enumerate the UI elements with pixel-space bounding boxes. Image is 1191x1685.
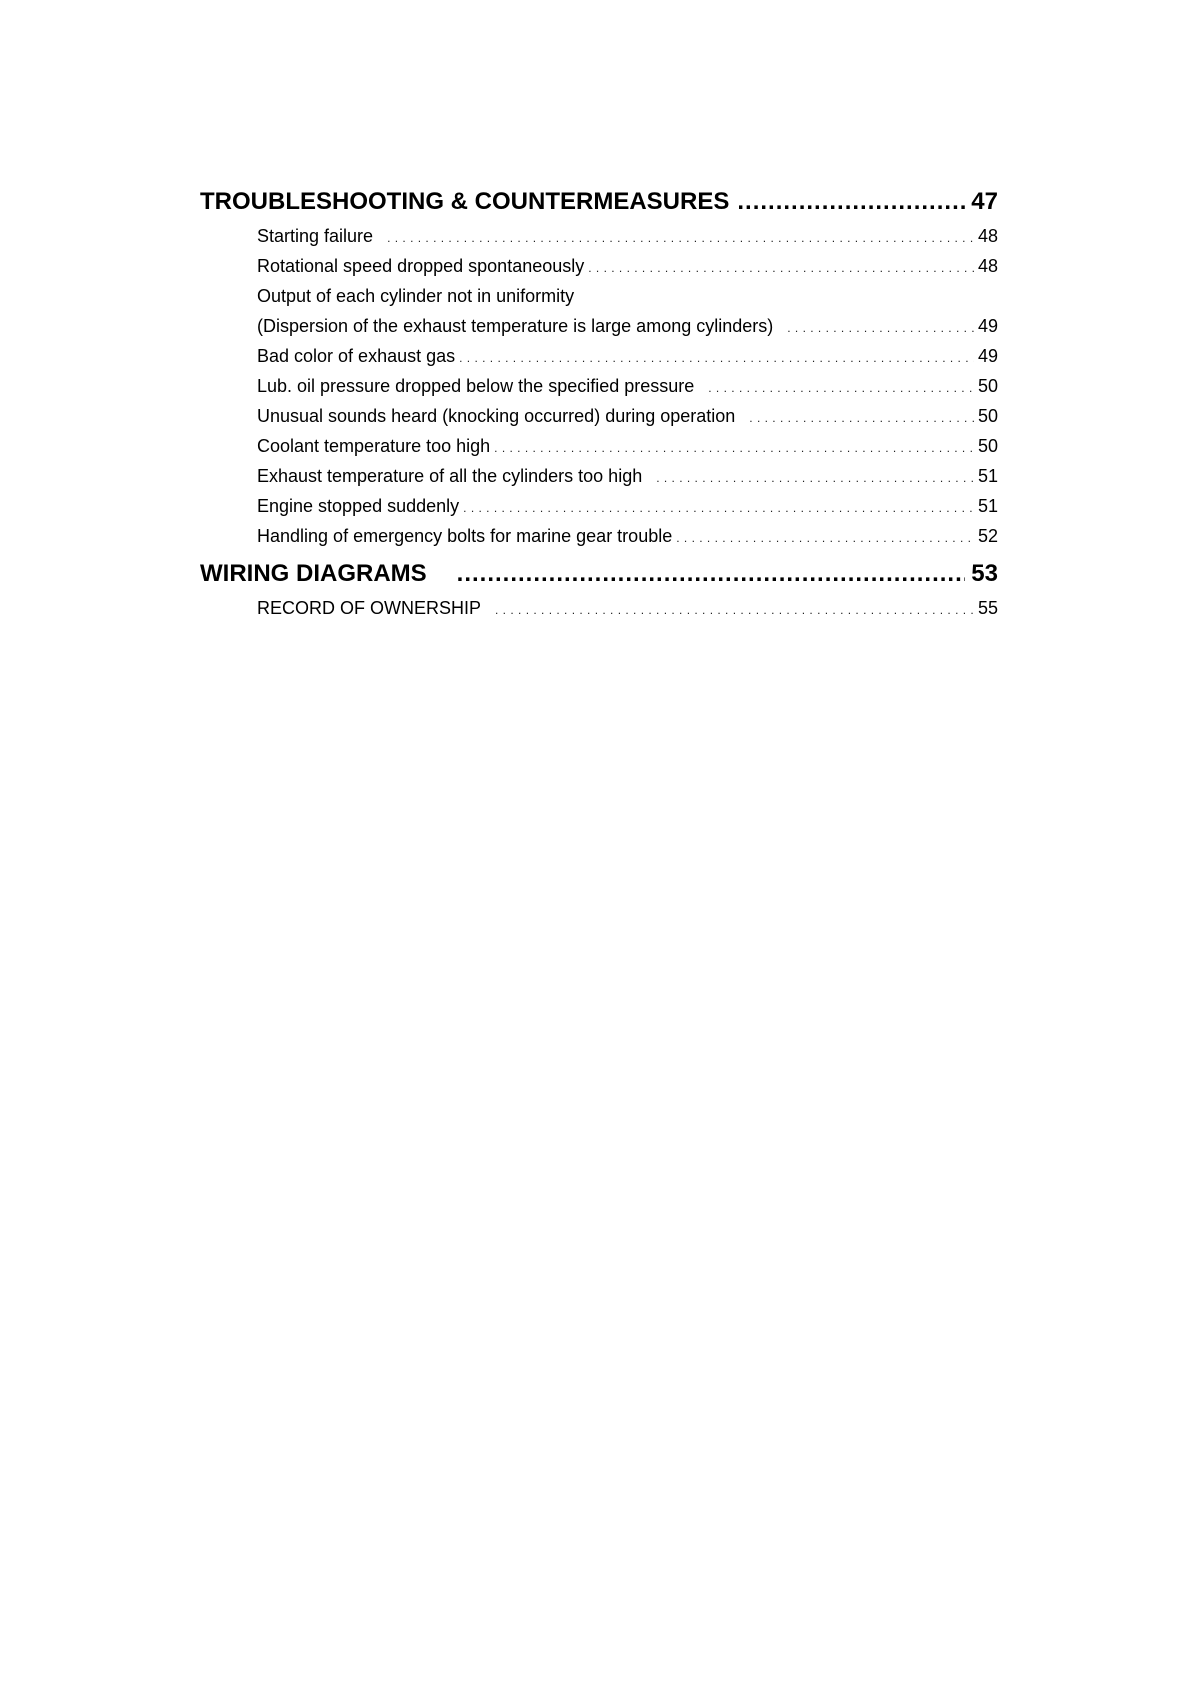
toc-entry-title: (Dispersion of the exhaust temperature is large among cylinders) [257, 316, 774, 336]
dot-leader [787, 313, 974, 343]
dot-leader [387, 223, 974, 253]
toc-entry-page: 55 [977, 598, 998, 618]
toc-entry-page: 49 [977, 316, 998, 336]
toc-entry-title: RECORD OF OWNERSHIP [257, 598, 482, 618]
dot-leader [457, 555, 966, 593]
toc-heading-troubleshooting[interactable] [200, 183, 998, 221]
dot-leader [708, 373, 974, 403]
toc-heading-wiring-diagrams[interactable] [200, 555, 998, 593]
dot-leader [588, 253, 974, 283]
dot-leader [656, 463, 974, 493]
toc-entry-title: Exhaust temperature of all the cylinders too high [257, 466, 643, 486]
toc-entry-page: 50 [977, 406, 998, 426]
toc-heading-page: 47 [971, 188, 998, 215]
toc-entry-page: 50 [977, 436, 998, 456]
dot-leader [737, 183, 965, 221]
toc-entry[interactable] [200, 521, 998, 551]
toc-entry[interactable] [200, 593, 998, 623]
toc-entry[interactable] [200, 431, 998, 461]
toc-entry-title: Bad color of exhaust gas [257, 346, 456, 366]
dot-leader [749, 403, 974, 433]
toc-entry[interactable] [200, 401, 998, 431]
dot-leader [495, 595, 974, 625]
toc-entry-page: 52 [977, 526, 998, 546]
toc-entry-title: Lub. oil pressure dropped below the specified pressure [257, 376, 695, 396]
toc-entry-title: Coolant temperature too high [257, 436, 491, 456]
toc-entry-title: Starting failure [257, 226, 374, 246]
toc-heading-title: WIRING DIAGRAMS [200, 560, 427, 587]
dot-leader [459, 343, 974, 373]
toc-entry-page: 48 [977, 226, 998, 246]
toc-entry-title: Unusual sounds heard (knocking occurred) during operation [257, 406, 736, 426]
toc-entry[interactable] [200, 281, 998, 311]
toc-entry[interactable] [200, 221, 998, 251]
toc-heading-title: TROUBLESHOOTING & COUNTERMEASURES [200, 188, 730, 215]
dot-leader [463, 493, 974, 523]
toc-entry[interactable] [200, 251, 998, 281]
toc-entry-title: Handling of emergency bolts for marine gear trouble [257, 526, 673, 546]
toc-entry-page: 50 [977, 376, 998, 396]
toc-heading-page: 53 [971, 560, 998, 587]
table-of-contents [200, 183, 998, 623]
toc-entry-title: Engine stopped suddenly [257, 496, 460, 516]
toc-entry[interactable] [200, 311, 998, 341]
toc-entry[interactable] [200, 341, 998, 371]
toc-entry-page: 51 [977, 466, 998, 486]
toc-entry-title: Rotational speed dropped spontaneously [257, 256, 585, 276]
toc-entry[interactable] [200, 371, 998, 401]
dot-leader [676, 523, 974, 553]
toc-entry-page: 48 [977, 256, 998, 276]
toc-entry-page: 49 [977, 346, 998, 366]
dot-leader [494, 433, 974, 463]
toc-entry-page: 51 [977, 496, 998, 516]
toc-entry-title: Output of each cylinder not in uniformity [257, 286, 575, 306]
toc-entry[interactable] [200, 491, 998, 521]
toc-entry[interactable] [200, 461, 998, 491]
